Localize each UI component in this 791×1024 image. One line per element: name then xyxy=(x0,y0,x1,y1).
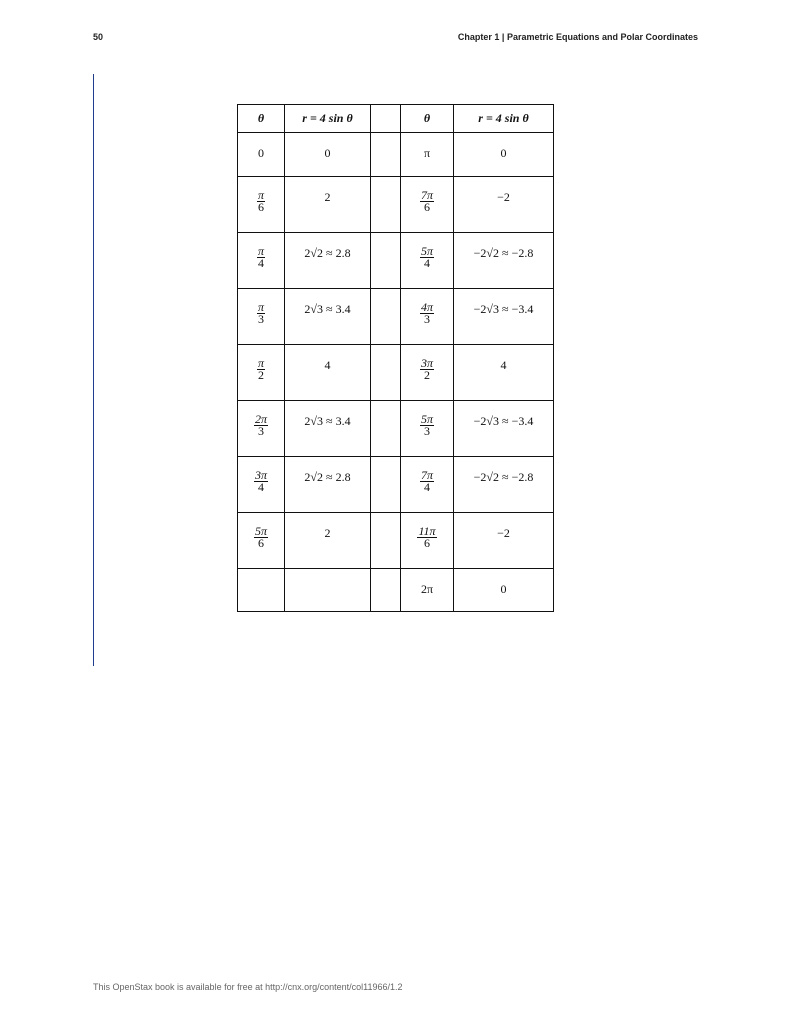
gap-cell xyxy=(371,133,401,177)
cell-r1 xyxy=(285,177,371,233)
fraction-numerator: 11π xyxy=(418,524,436,538)
fraction xyxy=(254,526,268,549)
fraction-denominator: 6 xyxy=(257,200,264,214)
fraction-numerator: π xyxy=(257,244,264,258)
fraction-denominator: 4 xyxy=(423,480,430,494)
cell-r2 xyxy=(454,133,554,177)
cell-r2 xyxy=(454,289,554,345)
r-value: −2 xyxy=(497,190,510,204)
footer-note: This OpenStax book is available for free at http://cnx.org/content/col11966/1.2 xyxy=(93,982,403,992)
cell-theta1 xyxy=(238,233,285,289)
r-value: −2√3 ≈ −3.4 xyxy=(473,414,534,428)
fraction-denominator: 6 xyxy=(423,200,430,214)
table-row xyxy=(238,345,554,401)
cell-theta1 xyxy=(238,289,285,345)
cell-theta2 xyxy=(401,457,454,513)
gap-cell xyxy=(371,345,401,401)
fraction xyxy=(257,302,265,325)
r-value: 4 xyxy=(500,358,507,372)
r-value: 0 xyxy=(324,146,331,160)
cell-theta2 xyxy=(401,345,454,401)
cell-r1 xyxy=(285,513,371,569)
fraction-numerator: 7π xyxy=(420,188,433,202)
cell-r2 xyxy=(454,177,554,233)
fraction xyxy=(420,358,434,381)
table-row xyxy=(238,401,554,457)
header-r-right: r = 4 sin θ xyxy=(454,105,554,133)
fraction xyxy=(254,470,268,493)
cell-r2 xyxy=(454,513,554,569)
fraction-numerator: 3π xyxy=(254,468,267,482)
cell-r2 xyxy=(454,569,554,612)
r-value: −2√3 ≈ −3.4 xyxy=(473,302,534,316)
fraction xyxy=(420,414,434,437)
cell-theta1 xyxy=(238,569,285,612)
r-value: −2√2 ≈ −2.8 xyxy=(473,470,534,484)
theta-value: 2π xyxy=(420,582,434,596)
fraction xyxy=(420,246,434,269)
fraction-numerator: π xyxy=(257,356,264,370)
gap-cell xyxy=(371,457,401,513)
fraction xyxy=(254,414,268,437)
margin-rule xyxy=(93,74,94,666)
cell-theta2 xyxy=(401,133,454,177)
fraction-denominator: 4 xyxy=(257,256,264,270)
fraction-numerator: 2π xyxy=(254,412,267,426)
gap-cell xyxy=(371,569,401,612)
header-theta-left: θ xyxy=(238,105,285,133)
gap-cell xyxy=(371,401,401,457)
fraction-numerator: π xyxy=(257,188,264,202)
fraction xyxy=(257,246,265,269)
fraction-numerator: 7π xyxy=(420,468,433,482)
table-row xyxy=(238,133,554,177)
fraction xyxy=(257,358,265,381)
r-value: 2√3 ≈ 3.4 xyxy=(304,414,351,428)
cell-theta2 xyxy=(401,177,454,233)
table-row xyxy=(238,513,554,569)
cell-theta2 xyxy=(401,513,454,569)
fraction-denominator: 2 xyxy=(257,368,264,382)
cell-theta2 xyxy=(401,289,454,345)
fraction-denominator: 6 xyxy=(257,536,264,550)
r-value: 2√2 ≈ 2.8 xyxy=(304,246,351,260)
theta-value: 0 xyxy=(258,146,264,160)
fraction-numerator: 5π xyxy=(420,412,433,426)
fraction-numerator: π xyxy=(257,300,264,314)
cell-theta2 xyxy=(401,233,454,289)
cell-r2 xyxy=(454,401,554,457)
header-theta-right: θ xyxy=(401,105,454,133)
header-gap xyxy=(371,105,401,133)
table-header-row xyxy=(238,105,554,133)
cell-r1 xyxy=(285,569,371,612)
cell-r1 xyxy=(285,457,371,513)
r-value: −2 xyxy=(497,526,510,540)
r-value: −2√2 ≈ −2.8 xyxy=(473,246,534,260)
r-value: 0 xyxy=(500,582,507,596)
cell-r1 xyxy=(285,133,371,177)
fraction-denominator: 4 xyxy=(423,256,430,270)
fraction-denominator: 4 xyxy=(257,480,264,494)
fraction xyxy=(257,190,265,213)
table-row xyxy=(238,233,554,289)
r-value: 0 xyxy=(500,146,507,160)
header-r-left: r = 4 sin θ xyxy=(285,105,371,133)
fraction xyxy=(420,190,434,213)
r-value: 2√3 ≈ 3.4 xyxy=(304,302,351,316)
running-head: Chapter 1 | Parametric Equations and Polar Coordinates xyxy=(457,32,698,42)
cell-r1 xyxy=(285,233,371,289)
fraction-denominator: 3 xyxy=(257,424,264,438)
gap-cell xyxy=(371,513,401,569)
cell-theta1 xyxy=(238,457,285,513)
cell-r2 xyxy=(454,345,554,401)
theta-value: π xyxy=(423,146,431,160)
page-number: 50 xyxy=(93,32,104,42)
fraction xyxy=(420,302,434,325)
r-value: 4 xyxy=(324,358,331,372)
fraction-denominator: 3 xyxy=(257,312,264,326)
gap-cell xyxy=(371,289,401,345)
table-row xyxy=(238,457,554,513)
fraction xyxy=(420,470,434,493)
cell-theta1 xyxy=(238,133,285,177)
cell-theta1 xyxy=(238,177,285,233)
fraction-denominator: 3 xyxy=(423,312,430,326)
r-value: 2 xyxy=(324,190,331,204)
cell-r2 xyxy=(454,233,554,289)
cell-theta2 xyxy=(401,401,454,457)
table-row xyxy=(238,289,554,345)
fraction-numerator: 3π xyxy=(420,356,433,370)
table-row xyxy=(238,569,554,612)
gap-cell xyxy=(371,177,401,233)
cell-r1 xyxy=(285,345,371,401)
cell-theta1 xyxy=(238,401,285,457)
fraction xyxy=(417,526,436,549)
fraction-numerator: 5π xyxy=(420,244,433,258)
fraction-denominator: 3 xyxy=(423,424,430,438)
cell-r2 xyxy=(454,457,554,513)
cell-theta1 xyxy=(238,345,285,401)
fraction-numerator: 5π xyxy=(254,524,267,538)
table-row xyxy=(238,177,554,233)
polar-values-table xyxy=(237,104,554,612)
r-value: 2 xyxy=(324,526,331,540)
cell-r1 xyxy=(285,401,371,457)
table-body xyxy=(238,133,554,612)
cell-theta2 xyxy=(401,569,454,612)
gap-cell xyxy=(371,233,401,289)
cell-theta1 xyxy=(238,513,285,569)
cell-r1 xyxy=(285,289,371,345)
r-value: 2√2 ≈ 2.8 xyxy=(304,470,351,484)
fraction-numerator: 4π xyxy=(420,300,433,314)
fraction-denominator: 2 xyxy=(423,368,430,382)
fraction-denominator: 6 xyxy=(424,536,430,550)
